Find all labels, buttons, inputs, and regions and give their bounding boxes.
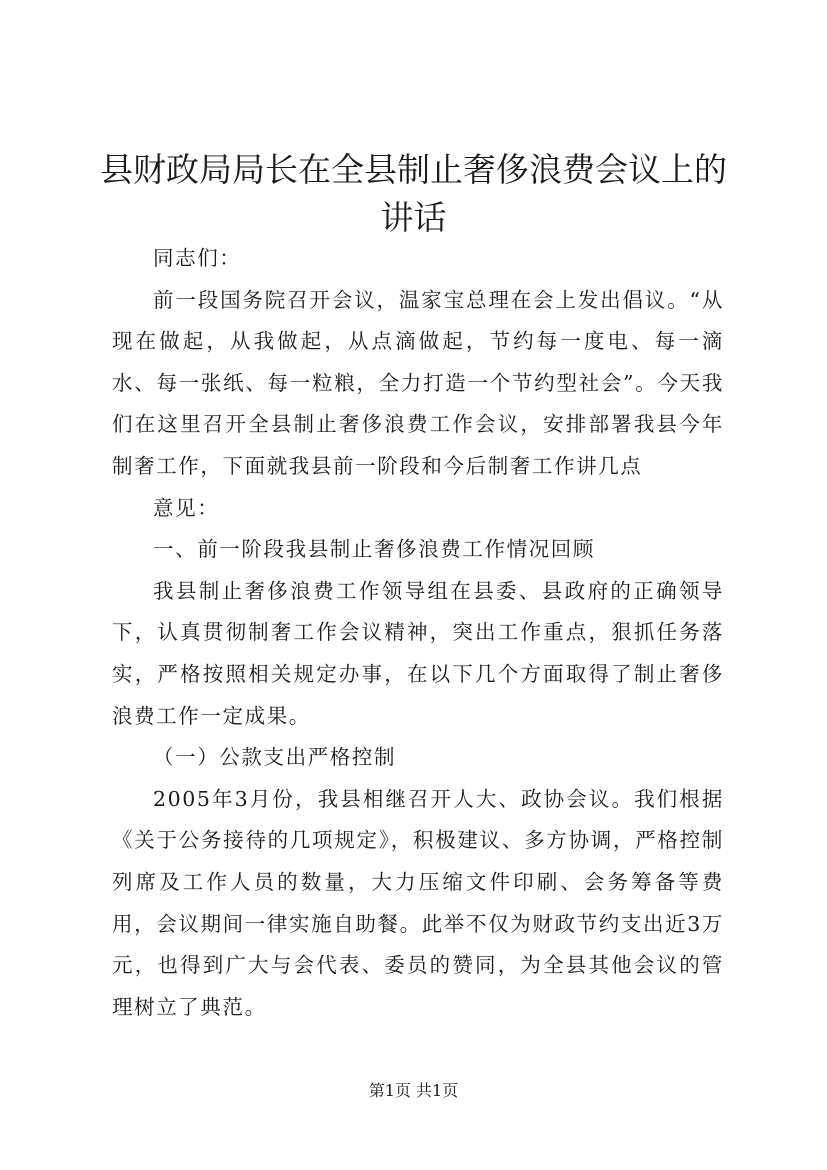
document-title: 县财政局局长在全县制止奢侈浪费会议上的讲话	[100, 150, 727, 237]
document-body	[112, 238, 724, 1028]
body-paragraph: 意见：	[153, 495, 220, 520]
body-paragraph: 2005年3月份，我县相继召开人大、政协会议。我们根据《关于公务接待的几项规定》，积极建议、多方协调，严格控制列席及工作人员的数量，大力压缩文件印刷、会务筹备等费用，会议期间一律实施自助餐。此举不仅为财政节约支出近3万元，也得到广大与会代表、委员的赞同，为全县其他会议的管理树立了典范。	[112, 786, 724, 1019]
section-heading: 一、前一阶段我县制止奢侈浪费工作情况回顾	[153, 537, 595, 562]
subsection-heading: （一）公款支出严格控制	[153, 745, 397, 770]
page-footer: 第1页 共1页	[368, 1081, 459, 1100]
body-paragraph: 前一段国务院召开会议，温家宝总理在会上发出倡议。“从现在做起，从我做起，从点滴做起，节约每一度电、每一滴水、每一张纸、每一粒粮，全力打造一个节约型社会”。今天我们在这里召开全县制止奢侈浪费工作会议，安排部署我县今年制奢工作，下面就我县前一阶段和今后制奢工作讲几点	[112, 287, 724, 478]
salutation-paragraph: 同志们：	[153, 246, 242, 270]
body-paragraph: 我县制止奢侈浪费工作领导组在县委、县政府的正确领导下，认真贯彻制奢工作会议精神，突出工作重点，狠抓任务落实，严格按照相关规定办事，在以下几个方面取得了制止奢侈浪费工作一定成果。	[112, 578, 724, 728]
